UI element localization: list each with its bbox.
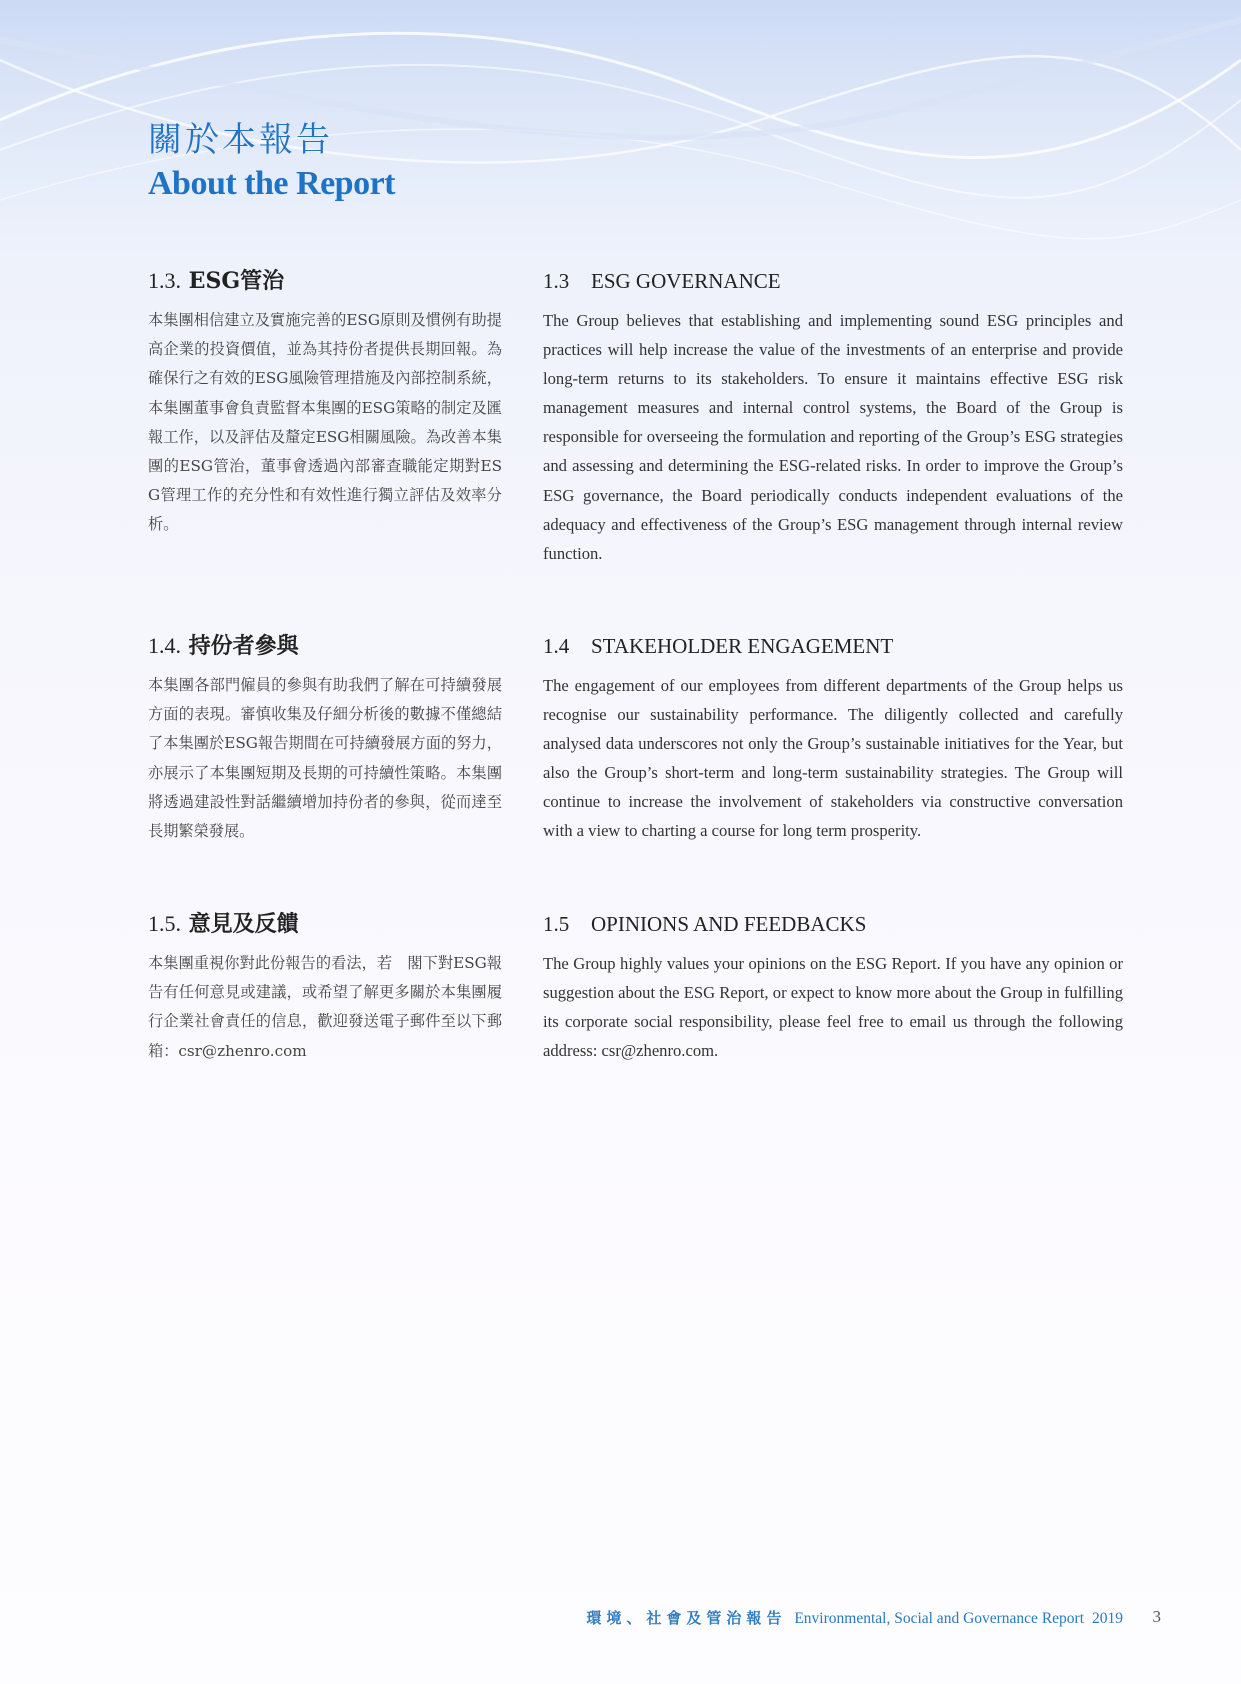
page-number: 3 bbox=[1152, 1607, 1161, 1626]
section-heading-zh bbox=[148, 629, 502, 663]
section-body-en: The engagement of our employees from different departments of the Group helps us recognise our sustainability performance. The diligently collected and carefully analysed data underscores not only the Group’s sustainable initiatives for the Year, but also the Group’s short-term and long-term sustainability strategies. The Group will continue to increase the involvement of stakeholders via constructive conversation with a view to charting a course for long term prosperity. bbox=[543, 676, 1123, 841]
section-stakeholder-engagement-zh bbox=[148, 629, 502, 846]
page-footer bbox=[0, 1607, 1241, 1631]
section-title: ESG GOVERNANCE bbox=[591, 269, 781, 293]
section-number: 1.4. bbox=[148, 633, 181, 658]
section-number: 1.3. bbox=[148, 268, 181, 293]
section-stakeholder-engagement-en bbox=[543, 629, 1123, 846]
footer-report-title-en: Environmental, Social and Governance Report bbox=[794, 1610, 1084, 1627]
footer-report-title-zh: 環境、社會及管治報告 bbox=[586, 1609, 787, 1627]
section-heading-en bbox=[543, 264, 1123, 298]
section-heading-en bbox=[543, 629, 1123, 663]
section-number: 1.5 bbox=[543, 912, 570, 936]
section-esg-governance-en bbox=[543, 264, 1123, 568]
page-title-zh: 關於本報告 bbox=[148, 120, 333, 160]
section-number: 1.4 bbox=[543, 634, 570, 658]
section-number: 1.3 bbox=[543, 269, 570, 293]
section-opinions-feedbacks-en bbox=[543, 907, 1123, 1065]
section-title: OPINIONS AND FEEDBACKS bbox=[591, 912, 867, 936]
section-heading-en bbox=[543, 907, 1123, 941]
section-body-en: The Group highly values your opinions on the ESG Report. If you have any opinion or suggestion about the ESG Report, or expect to know more about the Group in fulfilling its corporate social responsibility, please feel free to email us through the following address: csr@zhenro.com. bbox=[543, 954, 1123, 1061]
section-heading-zh bbox=[148, 907, 502, 941]
section-title: 持份者參與 bbox=[188, 633, 299, 659]
page-title-en: About the Report bbox=[148, 165, 395, 202]
section-number: 1.5. bbox=[148, 911, 181, 936]
section-esg-governance-zh bbox=[148, 264, 502, 540]
footer-report-title bbox=[586, 1607, 1123, 1628]
section-body-en: The Group believes that establishing and implementing sound ESG principles and practices will help increase the value of the investments of an enterprise and provide long-term returns to its stakeholders. To ensure it maintains effective ESG risk management measures and internal control systems, the Board of the Group is responsible for overseeing the formulation and reporting of the Group’s ESG strategies and assessing and determining the ESG-related risks. In order to improve the Group’s ESG governance, the Board periodically conducts independent evaluations of the adequacy and effectiveness of the Group’s ESG management through internal review function. bbox=[543, 311, 1123, 563]
page-title-block bbox=[148, 118, 395, 206]
footer-year: 2019 bbox=[1092, 1610, 1123, 1627]
section-title: STAKEHOLDER ENGAGEMENT bbox=[591, 634, 894, 658]
section-title: ESG管治 bbox=[188, 268, 285, 294]
section-title: 意見及反饋 bbox=[188, 911, 299, 937]
section-heading-zh bbox=[148, 264, 502, 298]
section-body-zh: 本集團相信建立及實施完善的ESG原則及慣例有助提高企業的投資價值，並為其持份者提供長期回報。為確保行之有效的ESG風險管理措施及內部控制系統，本集團董事會負責監督本集團的ESG策略的制定及匯報工作，以及評估及釐定ESG相關風險。為改善本集團的ESG管治，董事會透過內部審查職能定期對ESG管理工作的充分性和有效性進行獨立評估及效率分析。 bbox=[148, 311, 502, 534]
section-body-zh: 本集團各部門僱員的參與有助我們了解在可持續發展方面的表現。審慎收集及仔細分析後的數據不僅總結了本集團於ESG報告期間在可持續發展方面的努力，亦展示了本集團短期及長期的可持續性策略。本集團將透過建設性對話繼續增加持份者的參與，從而達至長期繁榮發展。 bbox=[148, 676, 502, 841]
section-body-zh: 本集團重視你對此份報告的看法，若 閣下對ESG報告有任何意見或建議，或希望了解更多關於本集團履行企業社會責任的信息，歡迎發送電子郵件至以下郵箱：csr@zhenro.com bbox=[148, 954, 502, 1060]
section-opinions-feedbacks-zh bbox=[148, 907, 502, 1066]
